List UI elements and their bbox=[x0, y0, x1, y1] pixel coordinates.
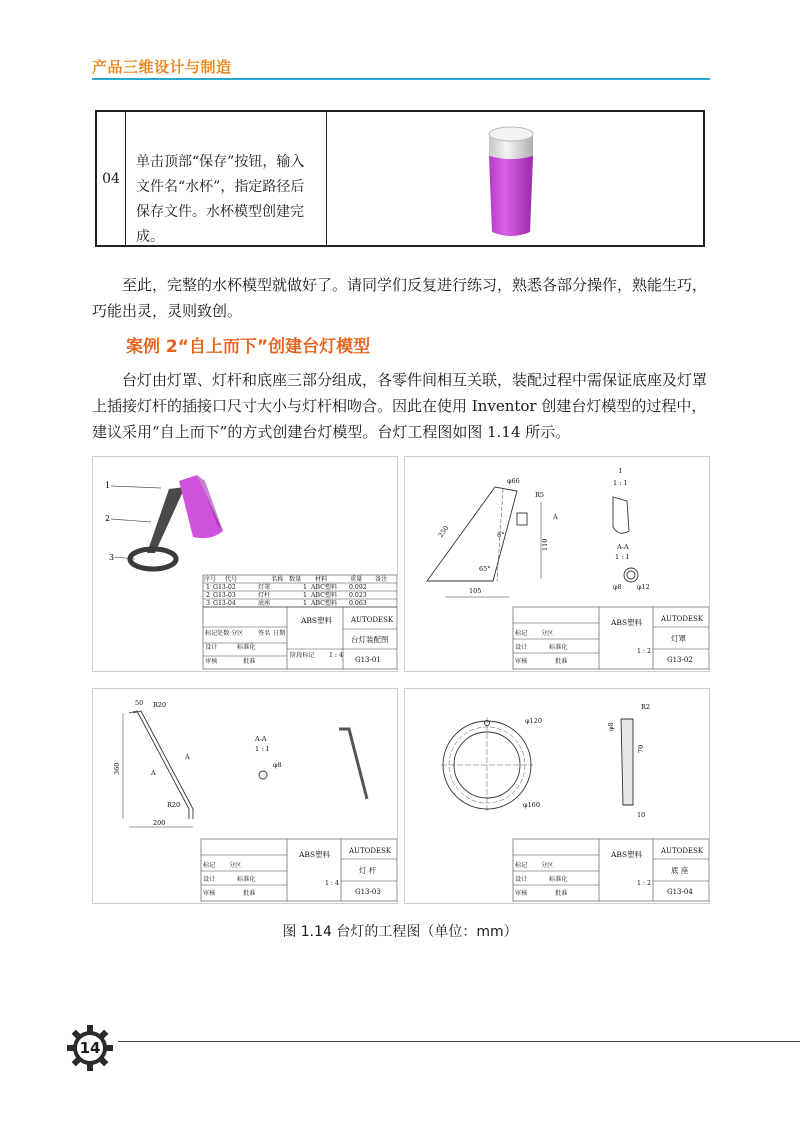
bom-header-name: 名称 bbox=[271, 576, 284, 583]
case-heading: 案例 2“自上而下”创建台灯模型 bbox=[126, 337, 371, 357]
assembly-part-name: 台灯装配图 bbox=[351, 635, 389, 644]
rod-dim-r20-bottom: R20 bbox=[167, 801, 181, 809]
shade-detail-label: I bbox=[619, 467, 622, 475]
base-dim-d8: φ8 bbox=[607, 722, 615, 731]
rod-material: ABS塑料 bbox=[299, 850, 331, 859]
bom-header-no: 序号 bbox=[204, 576, 217, 583]
rod-tb-mark: 标记 bbox=[203, 862, 216, 869]
rod-section-scale: 1 : 1 bbox=[255, 745, 270, 753]
shade-dim-d12: φ12 bbox=[637, 583, 650, 591]
tb-label-mark: 标记 bbox=[205, 630, 218, 637]
rod-code: G13-03 bbox=[355, 888, 381, 896]
bom-row-2-material: ABC塑料 bbox=[311, 592, 338, 599]
paragraph-intro: 台灯由灯罩、灯杆和底座三部分组成，各零件间相互关联，装配过程中需保证底座及灯罩上插接灯杆的插接口尺寸大小与灯杆相吻合。因此在使用 Inventor 创建台灯模型的过程中，建议采用“自上而下”的方式创建台灯模型。台灯工程图如图 1.14 所示。 bbox=[92, 371, 708, 441]
page-number: 14 bbox=[79, 1039, 101, 1057]
base-code: G13-04 bbox=[667, 888, 693, 896]
base-dim-70: 70 bbox=[637, 744, 645, 753]
rod-tb-zone: 分区 bbox=[229, 862, 242, 869]
shade-part-name: 灯罩 bbox=[671, 634, 686, 643]
bom-header-code: 代号 bbox=[225, 576, 238, 583]
shade-tb-mark: 标记 bbox=[515, 630, 528, 637]
bom-row-2-qty: 1 bbox=[303, 592, 307, 599]
bom-row-1-code: G13-02 bbox=[213, 584, 236, 591]
shade-dim-d8: φ8 bbox=[613, 583, 622, 591]
base-dim-10: 10 bbox=[637, 811, 646, 819]
bom-row-2-code: G13-03 bbox=[213, 592, 236, 599]
rod-scale: 1 : 4 bbox=[325, 880, 339, 887]
base-tb-approve: 批准 bbox=[555, 890, 568, 897]
balloon-1: 1 bbox=[105, 481, 111, 490]
step-number: 04 bbox=[97, 112, 126, 245]
base-tb-review: 审核 bbox=[515, 890, 528, 897]
rod-dim-d8: φ8 bbox=[273, 761, 282, 769]
rod-company: AUTODESK bbox=[349, 847, 392, 855]
bom-row-3-code: G13-04 bbox=[213, 600, 236, 607]
shade-tb-approve: 批准 bbox=[555, 658, 568, 665]
bom-header-material: 材料 bbox=[315, 576, 328, 583]
base-company: AUTODESK bbox=[661, 847, 704, 855]
bom-header-qty: 数量 bbox=[289, 576, 302, 583]
bom-row-2-weight: 0.023 bbox=[349, 592, 367, 599]
shade-dim-8deg: 8° bbox=[497, 531, 505, 539]
header-rule bbox=[92, 78, 710, 80]
drawing-shade bbox=[404, 456, 710, 672]
shade-dim-250: 250 bbox=[436, 524, 451, 540]
tb-label-design: 设计 bbox=[205, 644, 218, 651]
shade-scale: 1 : 2 bbox=[637, 648, 651, 655]
base-tb-mark: 标记 bbox=[515, 862, 528, 869]
shade-dim-65deg: 65° bbox=[479, 565, 491, 573]
shade-material: ABS塑料 bbox=[611, 618, 643, 627]
bom-row-3-name: 底座 bbox=[258, 600, 271, 607]
base-scale: 1 : 2 bbox=[637, 880, 651, 887]
tb-label-review: 审核 bbox=[205, 658, 218, 665]
base-part-name: 底 座 bbox=[671, 866, 689, 875]
shade-tb-review: 审核 bbox=[515, 658, 528, 665]
rod-dim-200: 200 bbox=[153, 819, 166, 827]
rod-dim-r20-top: R20 bbox=[153, 701, 167, 709]
drawing-base bbox=[404, 688, 710, 904]
base-material: ABS塑料 bbox=[611, 850, 643, 859]
rod-tb-std: 标准化 bbox=[237, 876, 256, 883]
paragraph-summary: 至此，完整的水杯模型就做好了。请同学们反复进行练习，熟悉各部分操作，熟能生巧，巧能出灵，灵则致创。 bbox=[92, 276, 708, 320]
shade-section-scale: 1 : 1 bbox=[615, 553, 630, 561]
rod-tb-review: 审核 bbox=[203, 890, 216, 897]
bom-row-1-name: 灯罩 bbox=[258, 584, 271, 591]
bom-row-3-no: 3 bbox=[206, 600, 210, 607]
shade-dim-r5: R5 bbox=[535, 491, 545, 499]
bom-row-2-name: 灯杆 bbox=[258, 592, 271, 599]
shade-section-label: A-A bbox=[617, 543, 629, 551]
assembly-code: G13-01 bbox=[355, 656, 381, 664]
shade-company: AUTODESK bbox=[661, 615, 704, 623]
shade-dim-d66: φ66 bbox=[507, 477, 520, 485]
tb-label-stage: 阶段标记 bbox=[290, 652, 315, 659]
base-dim-d120: φ120 bbox=[525, 717, 542, 725]
bom-header-weight: 重量 bbox=[350, 576, 363, 583]
bom-row-1-material: ABC塑料 bbox=[311, 584, 338, 591]
drawing-rod bbox=[92, 688, 398, 904]
tb-label-sign: 签名 bbox=[258, 630, 271, 637]
bom-row-3-qty: 1 bbox=[303, 600, 307, 607]
rod-dim-50: 50 bbox=[135, 699, 144, 707]
base-tb-std: 标准化 bbox=[549, 876, 568, 883]
page-header-title: 产品三维设计与制造 bbox=[92, 58, 232, 76]
shade-dim-105: 105 bbox=[469, 587, 482, 595]
footer-rule bbox=[118, 1041, 800, 1042]
rod-tb-approve: 批准 bbox=[243, 890, 256, 897]
step-table bbox=[95, 110, 705, 247]
tb-label-zone: 分区 bbox=[231, 630, 244, 637]
balloon-3: 3 bbox=[109, 553, 115, 562]
figure-caption: 图 1.14 台灯的工程图（单位：mm） bbox=[282, 924, 518, 940]
shade-tb-zone: 分区 bbox=[541, 630, 554, 637]
balloon-2: 2 bbox=[105, 514, 111, 523]
bom-header-note: 备注 bbox=[375, 576, 388, 583]
tb-label-std: 标准化 bbox=[237, 644, 256, 651]
bom-row-1-qty: 1 bbox=[303, 584, 307, 591]
shade-tb-std: 标准化 bbox=[549, 644, 568, 651]
tb-label-date: 日期 bbox=[273, 630, 286, 637]
step-image-cell bbox=[327, 112, 703, 245]
drawing-assembly bbox=[92, 456, 398, 672]
base-dim-r2: R2 bbox=[641, 703, 651, 711]
shade-detail-scale: 1 : 1 bbox=[613, 479, 628, 487]
bom-row-3-weight: 0.063 bbox=[349, 600, 367, 607]
bom-row-1-no: 1 bbox=[206, 584, 210, 591]
cup-model-image bbox=[327, 112, 703, 245]
base-tb-zone: 分区 bbox=[541, 862, 554, 869]
rod-arrow-a2: A bbox=[185, 753, 190, 761]
tb-label-count: 处数 bbox=[217, 630, 230, 637]
shade-dim-110: 110 bbox=[541, 538, 549, 551]
assembly-company: AUTODESK bbox=[351, 616, 394, 624]
assembly-scale: 1 : 4 bbox=[329, 652, 343, 659]
rod-arrow-a1: A bbox=[151, 769, 156, 777]
assembly-material: ABS塑料 bbox=[301, 616, 333, 625]
bom-row-3-material: ABC塑料 bbox=[311, 600, 338, 607]
step-description: 单击顶部“保存”按钮，输入文件名“水杯”，指定路径后保存文件。水杯模型创建完成。 bbox=[126, 112, 327, 245]
rod-section-label: A-A bbox=[255, 735, 267, 743]
base-dim-d160: φ160 bbox=[523, 801, 540, 809]
rod-tb-design: 设计 bbox=[203, 876, 216, 883]
base-tb-design: 设计 bbox=[515, 876, 528, 883]
rod-dim-360: 360 bbox=[113, 762, 121, 775]
bom-row-1-weight: 0.092 bbox=[349, 584, 367, 591]
shade-code: G13-02 bbox=[667, 656, 693, 664]
shade-tb-design: 设计 bbox=[515, 644, 528, 651]
tb-label-approve: 批准 bbox=[243, 658, 256, 665]
shade-section-arrow: A bbox=[553, 513, 558, 521]
rod-part-name: 灯 杆 bbox=[359, 866, 377, 875]
bom-row-2-no: 2 bbox=[206, 592, 210, 599]
